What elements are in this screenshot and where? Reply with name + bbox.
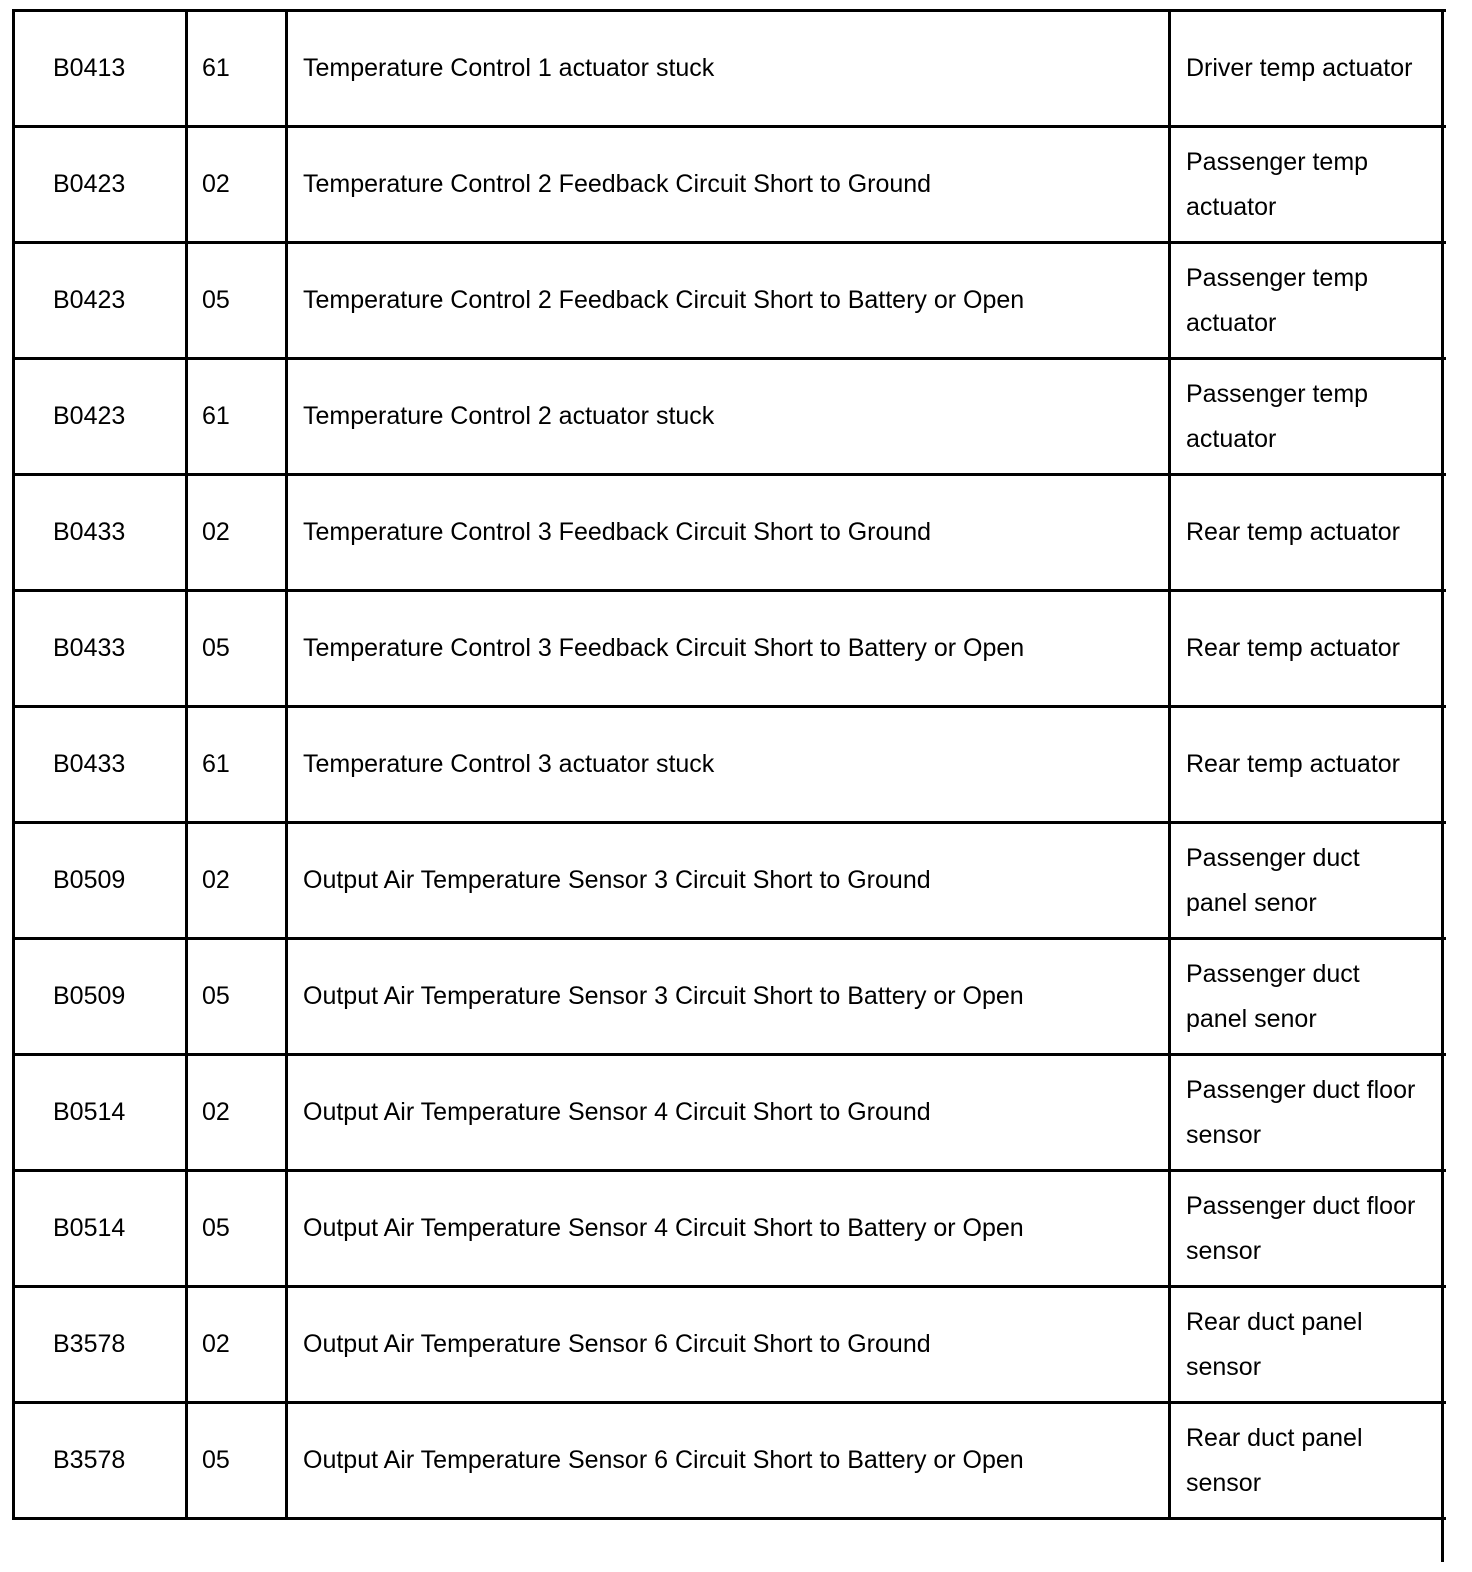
dtc-subtype-cell: 05 — [187, 1171, 287, 1287]
dtc-component-cell: Passenger duct floor sensor — [1170, 1171, 1446, 1287]
dtc-component-cell: Passenger temp actuator — [1170, 243, 1446, 359]
dtc-code-cell: B0514 — [14, 1171, 187, 1287]
table-row — [14, 359, 1446, 475]
dtc-code-cell: B0433 — [14, 707, 187, 823]
dtc-code-cell: B0423 — [14, 127, 187, 243]
dtc-code-cell: B0423 — [14, 243, 187, 359]
dtc-description-cell: Temperature Control 3 actuator stuck — [287, 707, 1170, 823]
dtc-code-cell: B0509 — [14, 823, 187, 939]
dtc-description-cell: Output Air Temperature Sensor 3 Circuit Short to Battery or Open — [287, 939, 1170, 1055]
dtc-code-cell: B0433 — [14, 475, 187, 591]
dtc-component-cell: Passenger duct floor sensor — [1170, 1055, 1446, 1171]
dtc-table — [12, 9, 1446, 1520]
table-row — [14, 707, 1446, 823]
table-row — [14, 475, 1446, 591]
dtc-description-cell: Temperature Control 3 Feedback Circuit Short to Ground — [287, 475, 1170, 591]
dtc-code-cell: B0423 — [14, 359, 187, 475]
dtc-component-cell: Rear duct panel sensor — [1170, 1287, 1446, 1403]
dtc-code-cell: B0433 — [14, 591, 187, 707]
dtc-description-cell: Temperature Control 3 Feedback Circuit Short to Battery or Open — [287, 591, 1170, 707]
dtc-description-cell: Temperature Control 2 Feedback Circuit Short to Battery or Open — [287, 243, 1170, 359]
dtc-code-cell: B0509 — [14, 939, 187, 1055]
dtc-table-body — [14, 11, 1446, 1519]
dtc-subtype-cell: 61 — [187, 359, 287, 475]
dtc-component-cell: Passenger duct panel senor — [1170, 823, 1446, 939]
dtc-subtype-cell: 02 — [187, 823, 287, 939]
dtc-code-cell: B3578 — [14, 1287, 187, 1403]
table-row — [14, 1055, 1446, 1171]
dtc-subtype-cell: 02 — [187, 127, 287, 243]
dtc-component-cell: Rear duct panel sensor — [1170, 1403, 1446, 1519]
dtc-subtype-cell: 05 — [187, 591, 287, 707]
dtc-description-cell: Output Air Temperature Sensor 6 Circuit Short to Battery or Open — [287, 1403, 1170, 1519]
dtc-component-cell: Passenger temp actuator — [1170, 359, 1446, 475]
dtc-component-cell: Passenger duct panel senor — [1170, 939, 1446, 1055]
table-row — [14, 1171, 1446, 1287]
table-row — [14, 591, 1446, 707]
dtc-component-cell: Rear temp actuator — [1170, 475, 1446, 591]
dtc-description-cell: Output Air Temperature Sensor 4 Circuit Short to Ground — [287, 1055, 1170, 1171]
dtc-component-cell: Rear temp actuator — [1170, 591, 1446, 707]
table-row — [14, 243, 1446, 359]
dtc-code-cell: B0514 — [14, 1055, 187, 1171]
dtc-subtype-cell: 05 — [187, 939, 287, 1055]
dtc-description-cell: Output Air Temperature Sensor 4 Circuit Short to Battery or Open — [287, 1171, 1170, 1287]
dtc-description-cell: Temperature Control 2 Feedback Circuit Short to Ground — [287, 127, 1170, 243]
dtc-subtype-cell: 02 — [187, 1055, 287, 1171]
dtc-description-cell: Output Air Temperature Sensor 3 Circuit Short to Ground — [287, 823, 1170, 939]
dtc-description-cell: Temperature Control 1 actuator stuck — [287, 11, 1170, 127]
dtc-component-cell: Rear temp actuator — [1170, 707, 1446, 823]
dtc-subtype-cell: 61 — [187, 707, 287, 823]
dtc-description-cell: Output Air Temperature Sensor 6 Circuit Short to Ground — [287, 1287, 1170, 1403]
dtc-subtype-cell: 61 — [187, 11, 287, 127]
table-row — [14, 1403, 1446, 1519]
dtc-subtype-cell: 05 — [187, 243, 287, 359]
dtc-subtype-cell: 05 — [187, 1403, 287, 1519]
table-row — [14, 939, 1446, 1055]
dtc-subtype-cell: 02 — [187, 1287, 287, 1403]
dtc-description-cell: Temperature Control 2 actuator stuck — [287, 359, 1170, 475]
dtc-component-cell: Driver temp actuator — [1170, 11, 1446, 127]
table-row — [14, 823, 1446, 939]
table-right-border — [1441, 9, 1444, 1562]
dtc-code-cell: B0413 — [14, 11, 187, 127]
table-row — [14, 11, 1446, 127]
table-row — [14, 1287, 1446, 1403]
dtc-code-cell: B3578 — [14, 1403, 187, 1519]
dtc-subtype-cell: 02 — [187, 475, 287, 591]
dtc-component-cell: Passenger temp actuator — [1170, 127, 1446, 243]
table-row — [14, 127, 1446, 243]
